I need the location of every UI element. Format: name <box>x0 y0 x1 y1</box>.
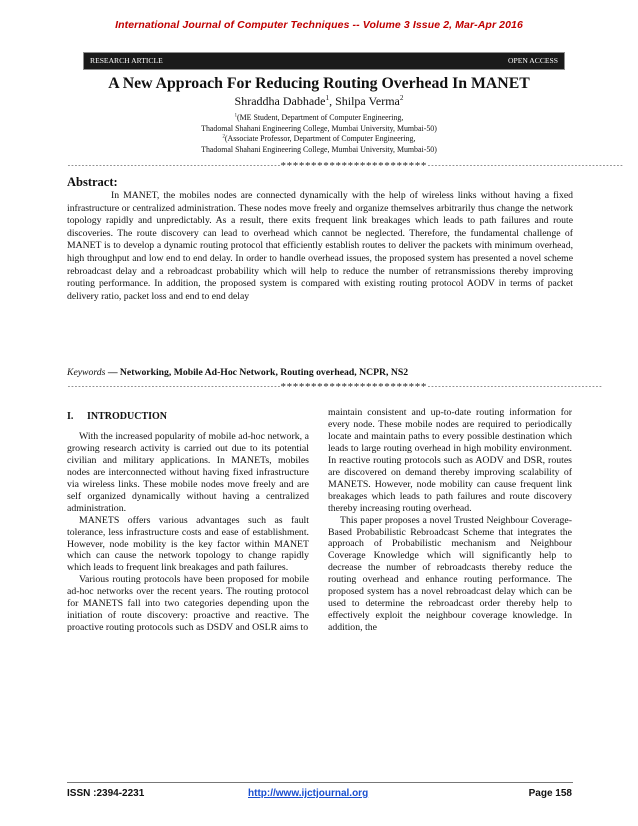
article-type-bar <box>83 52 565 70</box>
abstract-body: In MANET, the mobiles nodes are connected dynamically with the help of wireless links without having a fixed infrastructure or centralized administration. These nodes move freely and organize themselves arbitrarily thus change the network topology rapidly and unpredictably. As a result, there exits frequent link breakages which leads to path failures and route discoveries. The route discovery can lead to overhead which cannot be neglected. Therefore, the fundamental challenge of MANET is to develop a dynamic routing protocol that efficiently establish routes to deliver the packets with minimum overhead, high throughput and low end to end delay. In order to handle overhead issues, the proposed system has presented a novel scheme rebroadcast delay and a rebroadcast probability which will help to reduce the number of retransmissions thereby improving routing performance. In addition, the proposed system is compared with existing routing protocol AODV in terms of packet delivery ratio, packet loss and end to end delay <box>67 190 573 302</box>
author-mark: 2 <box>399 94 404 102</box>
separator-bottom: -------------------------------------------------------------************************-------------------------------------------------- <box>67 381 602 393</box>
journal-header: International Journal of Computer Techniques -- Volume 3 Issue 2, Mar-Apr 2016 <box>115 19 523 31</box>
left-column <box>67 411 309 634</box>
affiliation-2-line-2: Thadomal Shahani Engineering College, Mumbai University, Mumbai-50) <box>201 145 437 154</box>
intro-paragraph-3: Various routing protocols have been proposed for mobile ad-hoc networks over the recent years. The routing protocol for MANETS fall into two categories depending upon the initiation of route discovery: proactive and reactive. The proactive routing protocols such as DSDV and OSLR aims to <box>67 574 309 634</box>
affiliation-1-line-2: Thadomal Shahani Engineering College, Mumbai University, Mumbai-50) <box>201 124 437 133</box>
article-type-label: RESEARCH ARTICLE <box>90 56 163 65</box>
author-list: Shraddha Dabhade$^1$, Shilpa Verma$^2$ <box>234 94 404 108</box>
separator-top: -------------------------------------------------------------************************-------------------------------------------------------- <box>67 160 623 172</box>
footer-page-number: Page 158 <box>528 788 572 799</box>
section-heading: I. INTRODUCTION <box>67 411 168 422</box>
footer-journal-link[interactable]: http://www.ijctjournal.org <box>248 788 369 799</box>
abstract-heading: Abstract: <box>67 175 118 189</box>
affiliation-2-line-1: $^2$(Associate Professor, Department of Computer Engineering, <box>222 134 416 143</box>
paper-title: A New Approach For Reducing Routing Overhead In MANET <box>108 75 530 92</box>
intro-paragraph-4: maintain consistent and up-to-date routing information for every node. These mobile nodes are required to periodically locate and maintain paths to every possible destination which leads to large routing overhead in high mobility environment. In reactive routing protocols such as AODV and DSR, routes are discovered on demand thereby improving scalability of MANETS. However, node mobility can cause frequent link breakages which leads to path failures and route discovery thereby increasing routing overhead. <box>328 407 572 514</box>
footer-issn: ISSN :2394-2231 <box>67 788 145 799</box>
right-column <box>328 407 572 634</box>
author-mark: 1 <box>325 94 330 102</box>
intro-paragraph-1: With the increased popularity of mobile ad-hoc network, a growing research activity is carried out due to its potential civilian and military applications. In MANETs, mobiles nodes are interconnected without having fixed infrastructure via wireless links. These mobile nodes move freely and are self organized dynamically without having a centralized administration. <box>67 430 309 514</box>
affiliation-1-line-1: $^1$(ME Student, Department of Computer Engineering, <box>234 113 404 122</box>
open-access-label: OPEN ACCESS <box>507 56 558 65</box>
footer-rule <box>67 782 573 783</box>
keywords-value: Networking, Mobile Ad-Hoc Network, Routing overhead, NCPR, NS2 <box>119 367 409 378</box>
intro-paragraph-5: This paper proposes a novel Trusted Neighbour Coverage-Based Probabilistic Rebroadcast Scheme that integrates the approach of Probabilistic mechanism and Neighbour Coverage Knowledge which will significantly help to decrease the number of rebroadcasts thereby reduce the routing overhead and enhance routing performance. The proposed system has a novel rebroadcast delay which can be used to determine the rebroadcast order thereby help to effectively exploit the neighbour coverage knowledge. In addition, the <box>328 514 572 634</box>
intro-paragraph-2: MANETS offers various advantages such as fault tolerance, less infrastructure costs and ease of establishment. However, node mobility is the key factor within MANET which can cause the network topology to change rapidly which leads to frequent link breakages and path failures. <box>67 514 309 574</box>
author-name: Shraddha Dabhade <box>234 94 326 108</box>
keywords-label: Keywords <box>67 367 106 378</box>
keywords-line: Keywords — Networking, Mobile Ad-Hoc Network, Routing overhead, NCPR, NS2 <box>67 367 409 378</box>
author-name: Shilpa Verma <box>335 94 400 108</box>
